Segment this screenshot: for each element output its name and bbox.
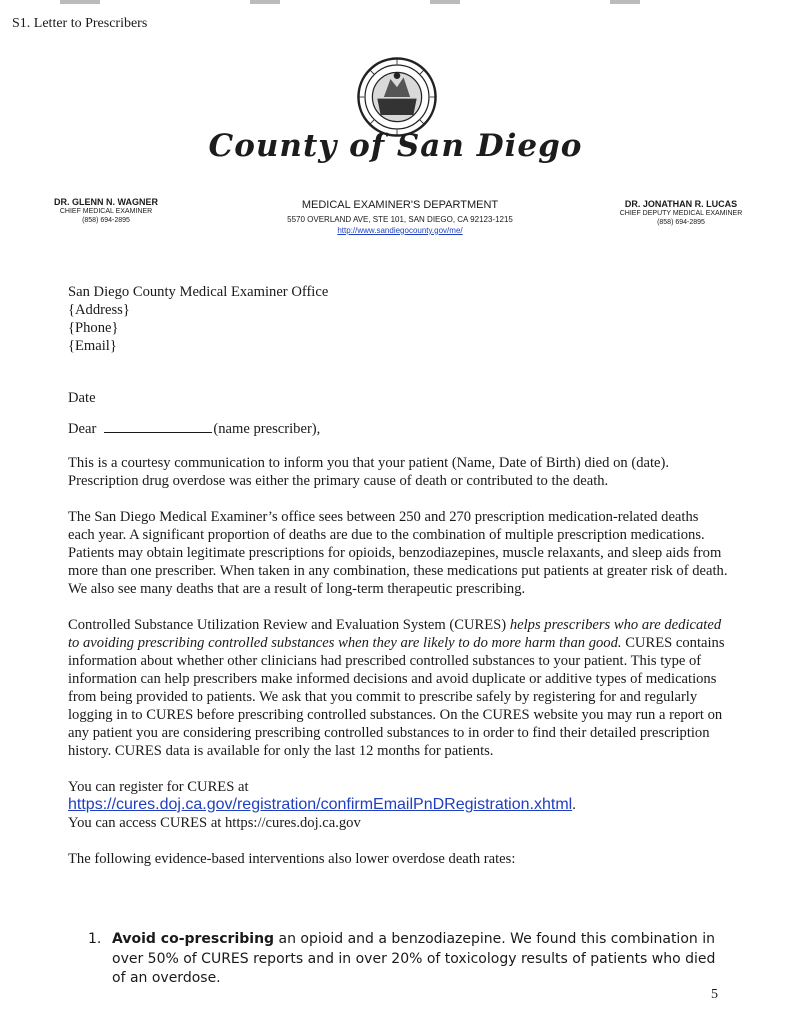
register-intro: You can register for CURES at: [68, 779, 249, 795]
sender-phone: {Phone}: [68, 320, 119, 336]
department-address: 5570 OVERLAND AVE, STE 101, SAN DIEGO, CA 92123-1215: [287, 214, 513, 224]
salutation: [68, 419, 728, 438]
deputy-examiner-block: [596, 199, 766, 228]
department-name: MEDICAL EXAMINER'S DEPARTMENT: [301, 199, 499, 211]
cures-intro: Controlled Substance Utilization Review and Evaluation System (CURES): [68, 617, 507, 633]
list-item-text: an opioid and a benzodiazepine. We found this combination in over 50% of CURES reports and in over 20% of toxicology results of patients who died of an overdose.: [112, 931, 716, 986]
document-label: S1. Letter to Prescribers: [12, 16, 148, 31]
department-url-link[interactable]: http://www.sandiegocounty.gov/me/: [337, 225, 463, 235]
date-line: Date: [68, 390, 96, 406]
county-seal-icon: [356, 56, 438, 138]
register-line: [68, 796, 728, 814]
interventions-intro: The following evidence-based interventions also lower overdose death rates:: [68, 851, 516, 867]
county-title: County of San Diego: [208, 128, 583, 164]
paragraph-statistics: The San Diego Medical Examiner’s office sees between 250 and 270 prescription medication-related deaths each year. A significant proportion of deaths are due to the combination of multiple prescription medications. Patients may obtain legitimate prescriptions for opioids, benzodiazepines, muscle relaxants, and sleep aids from more than one prescriber. When taken in any combination, these medications put patients at greater risk of death. We also see many deaths that are a result of long-term therapeutic prescribing.: [68, 509, 728, 597]
salutation-suffix: (name prescriber),: [213, 421, 321, 437]
paragraph-notification: This is a courtesy communication to inform you that your patient (Name, Date of Birth) died on (date). Prescription drug overdose was either the primary cause of death or contributed to the death.: [68, 455, 670, 489]
list-item: [88, 930, 728, 989]
register-period: .: [572, 797, 576, 813]
chief-examiner-phone: (858) 694-2895: [82, 217, 130, 224]
cures-italic-statement: helps prescribers who are dedicated to avoiding prescribing controlled substances when they are likely to do more harm than good.: [68, 617, 722, 651]
deputy-examiner-role: CHIEF DEPUTY MEDICAL EXAMINER: [619, 210, 743, 218]
chief-examiner-role: CHIEF MEDICAL EXAMINER: [59, 208, 153, 216]
chief-examiner-name: DR. GLENN N. WAGNER: [53, 197, 158, 207]
list-item-bold: Avoid co-prescribing: [112, 931, 275, 947]
prescriber-name-blank: [104, 419, 212, 433]
sender-email: {Email}: [68, 338, 117, 354]
access-line: You can access CURES at https://cures.doj.ca.gov: [68, 815, 361, 831]
chief-examiner-block: [36, 197, 176, 226]
page-number: 5: [711, 987, 718, 1002]
deputy-examiner-name: DR. JONATHAN R. LUCAS: [624, 199, 738, 209]
letter-body: [68, 283, 728, 868]
sender-office: San Diego County Medical Examiner Office: [68, 284, 329, 300]
cures-registration-link[interactable]: https://cures.doj.ca.gov/registration/confirmEmailPnDRegistration.xhtml: [68, 796, 573, 813]
department-block: [250, 199, 550, 236]
salutation-dear: Dear: [68, 421, 97, 437]
scan-artifact: [610, 0, 640, 4]
paragraph-cures: [68, 616, 728, 760]
deputy-examiner-phone: (858) 694-2895: [657, 219, 705, 226]
scan-artifact: [250, 0, 280, 4]
sender-address: {Address}: [68, 302, 130, 318]
scan-artifact: [430, 0, 460, 4]
cures-details: CURES contains information about whether other clinicians had prescribed controlled substances to your patient. This type of information can help prescribers make informed decisions and avoid duplicate or additive types of medications from being provided to patients. We ask that you commit to prescribe safely by registering for and regularly logging in to CURES before prescribing controlled substances. On the CURES website you may run a report on any patient you are considering prescribing controlled substances to in order to find their detailed prescription history. CURES data is available for only the last 12 months for patients.: [68, 635, 725, 759]
list-item-number: 1.: [88, 931, 102, 947]
scan-artifact: [60, 0, 100, 4]
